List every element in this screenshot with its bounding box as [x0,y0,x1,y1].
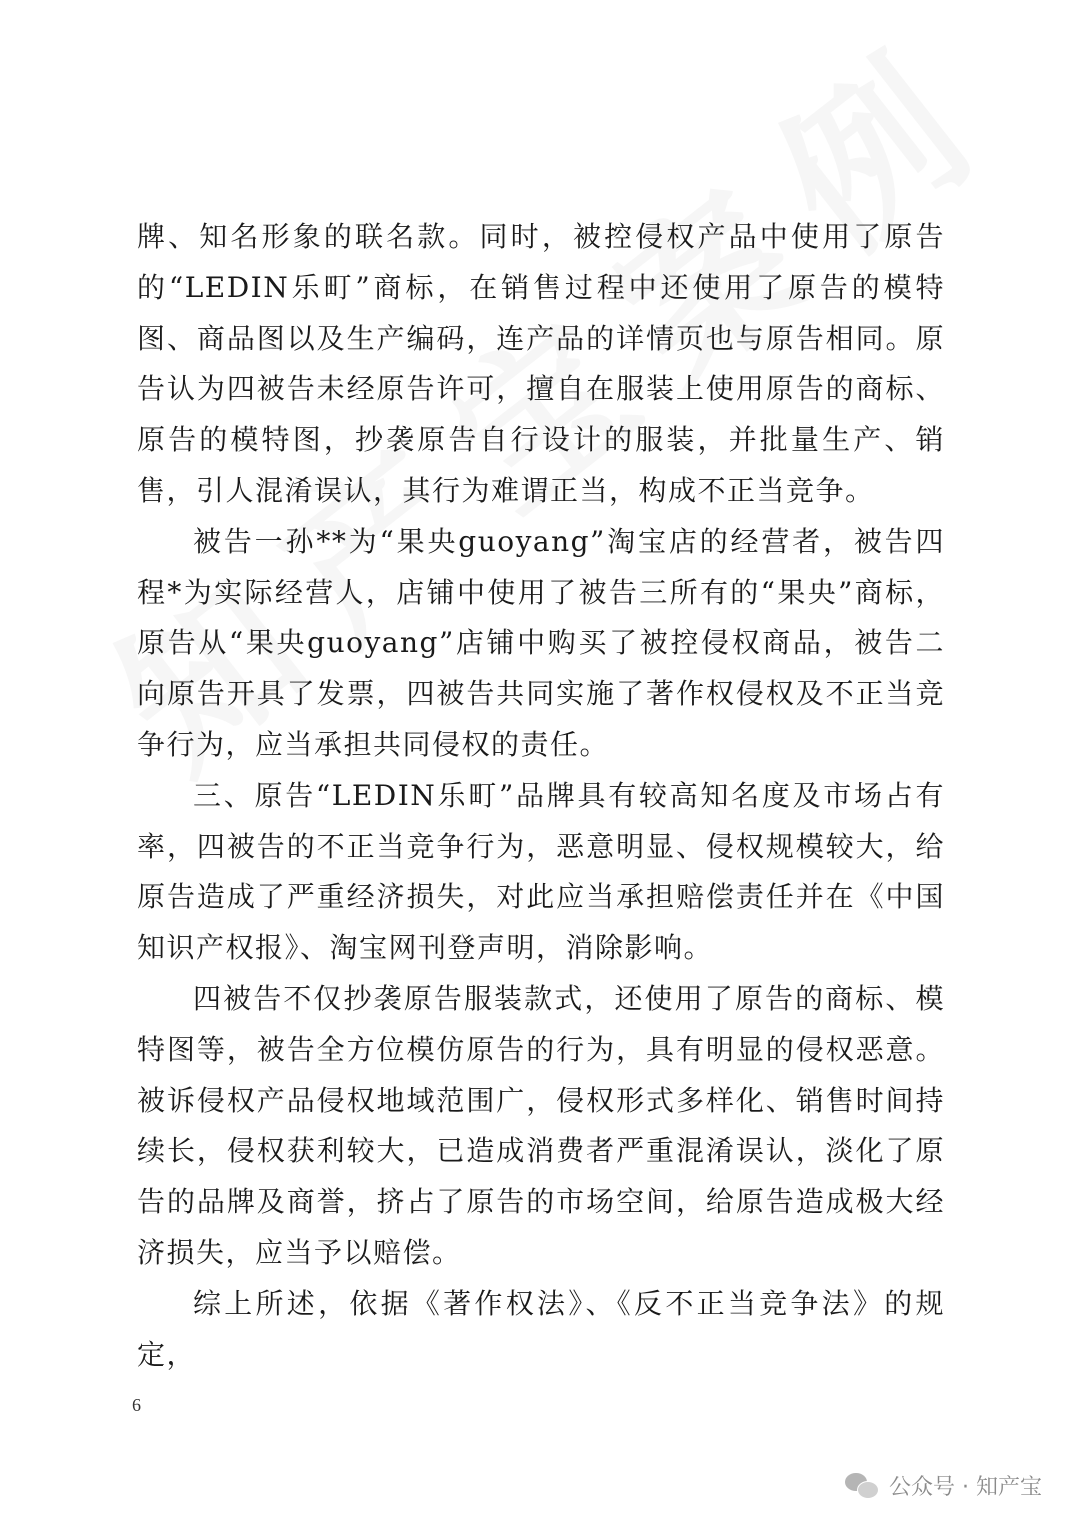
paragraph-2: 被告一孙**为“果央guoyang”淘宝店的经营者，被告四程*为实际经营人，店铺中使用了被告三所有的“果央”商标，原告从“果央guoyang”店铺中购买了被控侵权商品，被告二向原告开具了发票，四被告共同实施了著作权侵权及不正当竞争行为，应当承担共同侵权的责任。 [137,524,945,761]
wechat-icon [845,1471,879,1501]
paragraph-4: 四被告不仅抄袭原告服装款式，还使用了原告的商标、模特图等，被告全方位模仿原告的行为，具有明显的侵权恶意。被诉侵权产品侵权地域范围广，侵权形式多样化、销售时间持续长，侵权获利较大，已造成消费者严重混淆误认，淡化了原告的品牌及商誉，挤占了原告的市场空间，给原告造成极大经济损失，应当予以赔偿。 [137,981,945,1269]
document-body [137,212,945,1380]
paragraph-3: 三、原告“LEDIN乐町”品牌具有较高知名度及市场占有率，四被告的不正当竞争行为，恶意明显、侵权规模较大，给原告造成了严重经济损失，对此应当承担赔偿责任并在《中国知识产权报》、淘宝网刊登声明，消除影响。 [137,778,945,965]
footer-source [845,1470,1042,1501]
paragraph-1: 牌、知名形象的联名款。同时，被控侵权产品中使用了原告的“LEDIN乐町”商标，在销售过程中还使用了原告的模特图、商品图以及生产编码，连产品的详情页也与原告相同。原告认为四被告未经原告许可，擅自在服装上使用原告的商标、原告的模特图，抄袭原告自行设计的服装，并批量生产、销售，引人混淆误认，其行为难谓正当，构成不正当竞争。 [137,220,945,507]
footer-source-label: 公众号 · 知产宝 [889,1475,1042,1500]
paragraph-5: 综上所述，依据《著作权法》、《反不正当竞争法》的规定， [137,1286,945,1371]
page-number: 6 [132,1395,141,1415]
